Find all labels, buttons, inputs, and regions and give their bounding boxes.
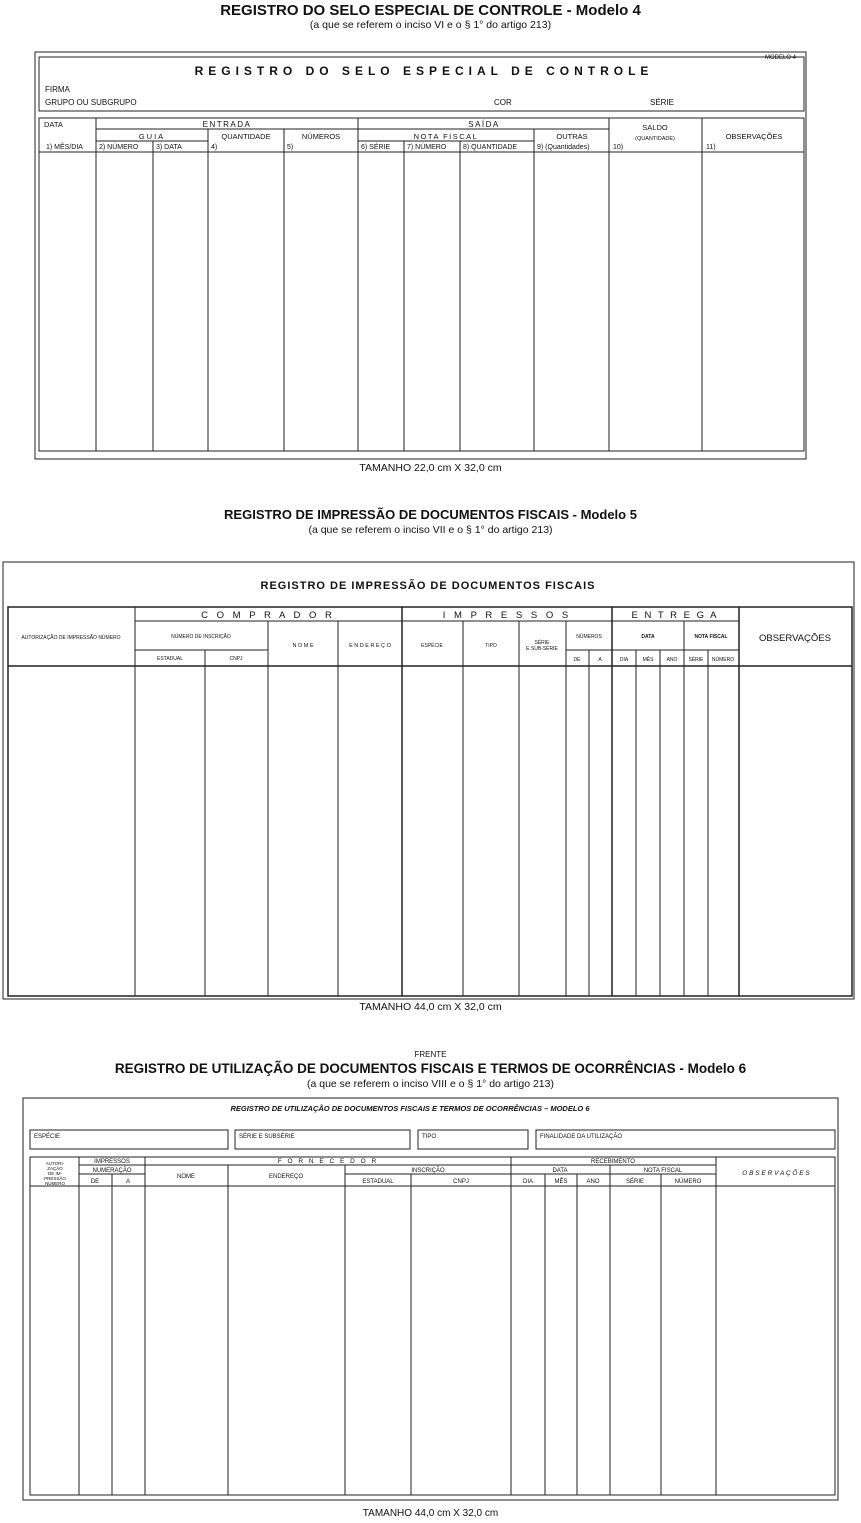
- m5-data-header: DATA: [641, 634, 655, 640]
- m4-col-11: 11): [706, 144, 716, 151]
- m6-observacoes-header: O B S E R V A Ç Õ E S: [742, 1170, 810, 1177]
- m5-nome-header: N O M E: [292, 643, 314, 649]
- m5-a-header: A: [598, 657, 602, 663]
- m4-observacoes-header: OBSERVAÇÕES: [725, 132, 783, 141]
- m4-numeros-header: NÚMEROS: [301, 132, 341, 141]
- m4-nota-fiscal-header: NOTA FISCAL: [413, 132, 479, 141]
- m4-col-2: 2) NÚMERO: [99, 144, 139, 151]
- m6-ano-header: ANO: [586, 1179, 600, 1185]
- m6-recebimento-header: RECEBIMENTO: [591, 1159, 635, 1165]
- m4-col-9: 9) (Quantidades): [537, 144, 590, 151]
- m6-cnpj-header: CNPJ: [453, 1179, 469, 1185]
- m5-numero-header: NÚMERO: [711, 657, 735, 663]
- m5-dia-header: DIA: [619, 657, 629, 663]
- m6-mes-header: MÊS: [554, 1179, 568, 1185]
- m5-size-label: TAMANHO 44,0 cm X 32,0 cm: [359, 1001, 502, 1013]
- m6-size-label: TAMANHO 44,0 cm X 32,0 cm: [362, 1508, 499, 1519]
- m4-guia-header: GUIA: [138, 132, 166, 141]
- m6-data-header: DATA: [552, 1168, 568, 1174]
- m4-col-4: 4): [211, 144, 218, 151]
- m5-de-header: DE: [573, 657, 581, 663]
- m4-col-8: 8) QUANTIDADE: [463, 144, 518, 151]
- m5-numeros-header: NÚMEROS: [576, 634, 602, 640]
- m6-autor-2: ZAÇÃO: [47, 1166, 63, 1171]
- m5-estadual-header: ESTADUAL: [156, 656, 184, 662]
- m6-nota-fiscal-header: NOTA FISCAL: [643, 1168, 683, 1174]
- m6-endereco-header: ENDEREÇO: [268, 1174, 304, 1180]
- m6-tipo-label: TIPO: [422, 1134, 437, 1140]
- m5-cnpj-header: CNPJ: [229, 656, 243, 662]
- m4-col-3: 3) DATA: [156, 144, 182, 151]
- m5-entrega-header: E N T R E G A: [631, 610, 719, 621]
- m6-autor-1: AUTORI-: [45, 1161, 65, 1166]
- m5-tipo-header: TIPO: [485, 643, 497, 649]
- m5-comprador-header: C O M P R A D O R: [201, 610, 335, 621]
- m4-serie-label: SÉRIE: [650, 98, 675, 107]
- m6-autor-3: DE IM-: [48, 1171, 62, 1176]
- m5-page-title: REGISTRO DE IMPRESSÃO DE DOCUMENTOS FISCAIS - Modelo 5: [224, 507, 637, 522]
- m4-col-5: 5): [287, 144, 294, 151]
- m5-observacoes-header: OBSERVAÇÕES: [759, 633, 831, 644]
- m5-num-inscricao-header: NÚMERO DE INSCRIÇÃO: [171, 634, 231, 640]
- m6-de-header: DE: [90, 1179, 100, 1185]
- m4-outras-header: OUTRAS: [556, 132, 588, 141]
- m4-col-6: 6) SÉRIE: [361, 144, 391, 151]
- m4-form-title: REGISTRO DO SELO ESPECIAL DE CONTROLE: [194, 64, 654, 78]
- m5-autorizacao-header: AUTORIZAÇÃO DE IMPRESSÃO NÚMERO: [21, 635, 121, 641]
- m5-subserie-header: E SUB-SÉRIE: [526, 646, 558, 652]
- m5-form: [0, 555, 861, 1005]
- m6-impressos-header: IMPRESSOS: [94, 1159, 130, 1165]
- m5-endereco-header: E N D E R E Ç O: [349, 643, 391, 649]
- m4-corner-label: MODELO 4: [765, 55, 797, 61]
- m6-estadual-header: ESTADUAL: [362, 1179, 394, 1185]
- m6-page-title: REGISTRO DE UTILIZAÇÃO DE DOCUMENTOS FISCAIS E TERMOS DE OCORRÊNCIAS - Modelo 6: [114, 1061, 747, 1076]
- m6-dia-header: DIA: [522, 1179, 534, 1185]
- m4-col-10: 10): [613, 144, 624, 151]
- m4-form: [0, 0, 861, 470]
- m4-data-header: DATA: [44, 120, 63, 129]
- m6-autor-5: NÚMERO: [45, 1181, 65, 1186]
- m4-page-subtitle: (a que se referem o inciso VI e o § 1° do artigo 213): [309, 19, 552, 31]
- m4-quantidade-header: QUANTIDADE: [221, 132, 271, 141]
- m6-nome-header: NOME: [177, 1174, 195, 1180]
- m5-impressos-header: I M P R E S S O S: [442, 610, 572, 621]
- m6-numero-header: NÚMERO: [674, 1179, 702, 1185]
- m6-finalidade-label: FINALIDADE DA UTILIZAÇÃO: [540, 1134, 623, 1140]
- m6-fornecedor-header: F O R N E C E D O R: [277, 1158, 379, 1165]
- m6-inscricao-header: INSCRIÇÃO: [411, 1168, 445, 1174]
- m6-page-subtitle: (a que se referem o inciso VIII e o § 1° do artigo 213): [306, 1078, 554, 1090]
- m5-serie-nf-header: SÉRIE: [688, 657, 704, 663]
- m4-col-7: 7) NÚMERO: [407, 144, 447, 151]
- m6-numeracao-header: NUMERAÇÃO: [92, 1168, 132, 1174]
- m6-serie-header: SÉRIE: [625, 1179, 645, 1185]
- m5-mes-header: MÊS: [642, 657, 654, 663]
- m5-page-subtitle: (a que se referem o inciso VII e o § 1° do artigo 213): [308, 524, 553, 536]
- m6-autor-4: PRESSÃO: [44, 1176, 66, 1181]
- m5-nota-fiscal-header: NOTA FISCAL: [694, 634, 728, 640]
- m4-saida-header: SAÍDA: [468, 120, 500, 129]
- m6-form-title: REGISTRO DE UTILIZAÇÃO DE DOCUMENTOS FISCAIS E TERMOS DE OCORRÊNCIAS – MODELO 6: [230, 1104, 590, 1113]
- m6-serie-subserie-label: SÉRIE E SUBSÉRIE: [239, 1134, 295, 1140]
- m6-especie-label: ESPÉCIE: [34, 1134, 61, 1140]
- m6-form: [0, 1096, 861, 1508]
- m5-especie-header: ESPÉCIE: [421, 643, 443, 649]
- m6-frente-label: FRENTE: [414, 1050, 447, 1059]
- m4-col-1: 1) MÊS/DIA: [46, 144, 83, 151]
- m6-a-header: A: [125, 1179, 131, 1185]
- m5-ano-header: ANO: [666, 657, 678, 663]
- m4-entrada-header: ENTRADA: [202, 120, 252, 129]
- m5-form-title: REGISTRO DE IMPRESSÃO DE DOCUMENTOS FISCAIS: [260, 580, 596, 592]
- m4-saldo-qty: (QUANTIDADE): [635, 136, 675, 142]
- m4-size-label: TAMANHO 22,0 cm X 32,0 cm: [359, 462, 502, 474]
- m4-grupo-label: GRUPO OU SUBGRUPO: [45, 98, 137, 107]
- m5-serie-header: SÉRIE: [534, 640, 550, 646]
- m4-cor-label: COR: [494, 98, 512, 107]
- m4-saldo-header: SALDO: [642, 123, 668, 132]
- m4-page-title: REGISTRO DO SELO ESPECIAL DE CONTROLE - Modelo 4: [220, 2, 641, 19]
- m4-firma-label: FIRMA: [45, 85, 70, 94]
